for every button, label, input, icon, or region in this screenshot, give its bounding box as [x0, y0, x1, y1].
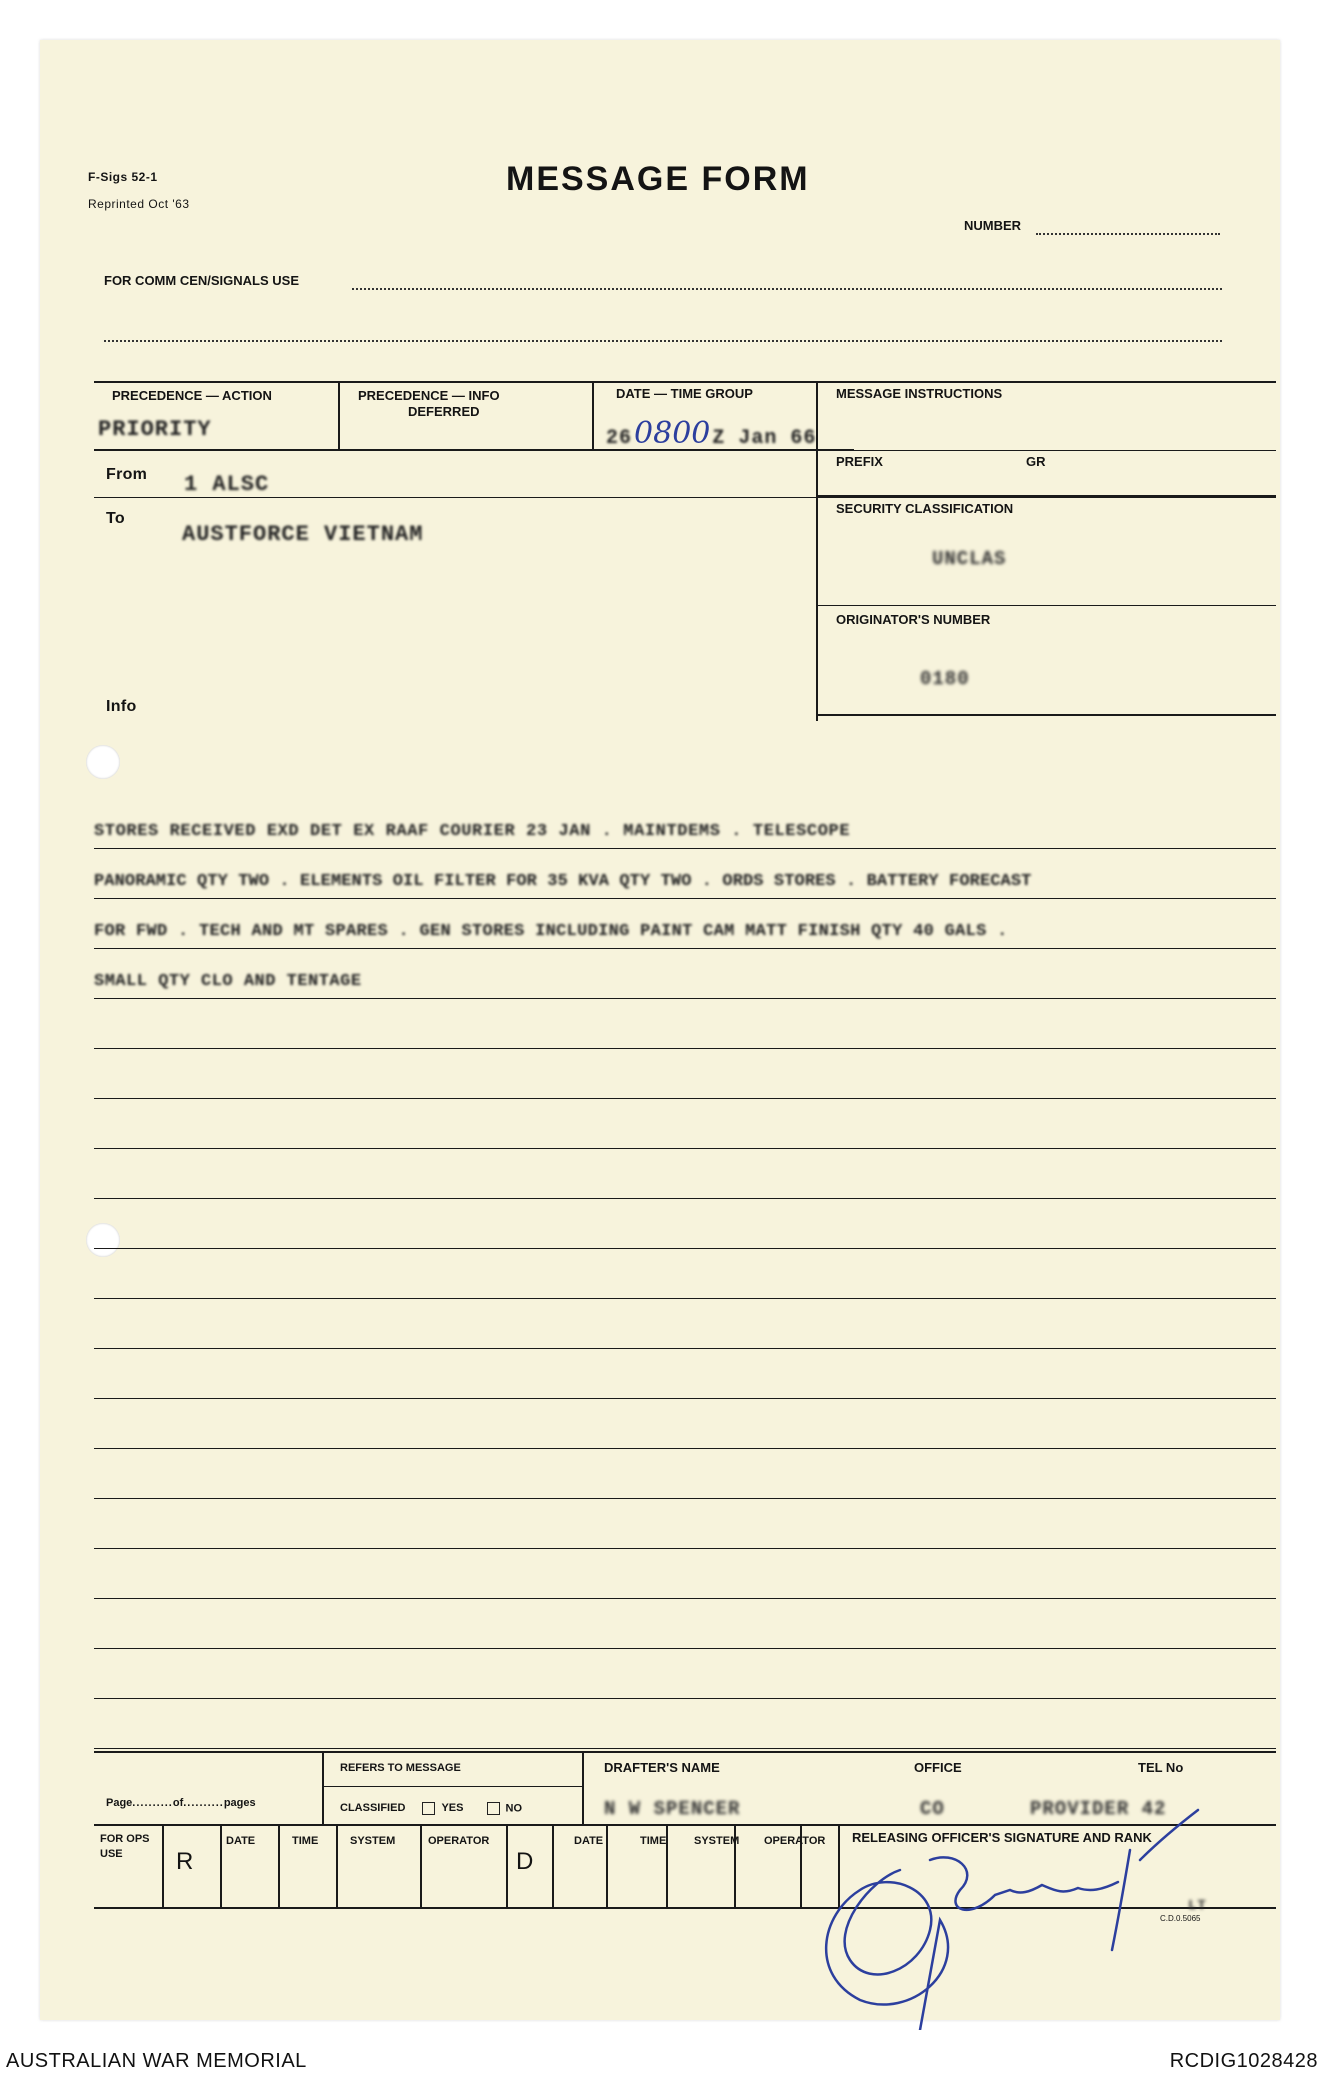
message-line-4: SMALL QTY CLO AND TENTAGE — [94, 972, 362, 991]
message-form-sheet — [40, 40, 1280, 2020]
drafter-label: DRAFTER'S NAME — [604, 1760, 720, 1775]
r-label: R — [176, 1848, 194, 1875]
security-value: UNCLAS — [932, 548, 1007, 570]
from-line — [94, 497, 816, 498]
message-line-1: STORES RECEIVED EXD DET EX RAAF COURIER 23 JAN . MAINTDEMS . TELESCOPE — [94, 822, 851, 841]
classified-yes-checkbox[interactable] — [422, 1802, 435, 1815]
d-label: D — [516, 1848, 534, 1875]
classified-row — [340, 1802, 522, 1815]
form-code: F-Sigs 52-1 — [88, 170, 158, 184]
ops-date-label-1: DATE — [226, 1835, 256, 1847]
grid-top-line — [94, 381, 1276, 383]
classified-label: CLASSIFIED — [340, 1802, 406, 1815]
precedence-action-value: PRIORITY — [98, 417, 212, 442]
to-value: AUSTFORCE VIETNAM — [182, 522, 424, 547]
ops-system-label-2: SYSTEM — [694, 1835, 740, 1847]
punch-hole-lower — [86, 1223, 120, 1257]
security-label: SECURITY CLASSIFICATION — [836, 501, 1014, 516]
to-label: To — [106, 510, 125, 527]
classified-no-checkbox[interactable] — [487, 1802, 500, 1815]
comm-cen-line-1 — [352, 288, 1222, 290]
dtg-value — [606, 416, 816, 451]
ops-system-label-1: SYSTEM — [350, 1835, 396, 1847]
number-label: NUMBER — [964, 218, 1022, 233]
punch-hole-upper — [86, 745, 120, 779]
dtg-handwritten: 0800 — [634, 416, 711, 451]
ops-use-label: FOR OPS USE — [100, 1833, 150, 1860]
gr-label: GR — [1026, 454, 1046, 469]
security-line — [818, 605, 1276, 606]
ops-div-7 — [552, 1824, 554, 1908]
dtg-label: DATE — TIME GROUP — [616, 386, 753, 401]
deferred-label: DEFERRED — [408, 404, 480, 419]
originator-bottom-line — [816, 714, 1276, 716]
signature-graphic — [780, 1800, 1260, 2030]
rank-value: LT — [1188, 1898, 1207, 1914]
office-value: CO — [920, 1798, 945, 1820]
ops-div-9 — [666, 1824, 668, 1908]
grid-divider-1 — [338, 381, 340, 451]
comm-cen-line-2 — [104, 340, 1222, 342]
office-label: OFFICE — [914, 1760, 962, 1775]
page-count: Page..........of..........pages — [106, 1797, 256, 1809]
prefix-line — [816, 495, 1276, 498]
message-line-2: PANORAMIC QTY TWO . ELEMENTS OIL FILTER FOR 35 KVA QTY TWO . ORDS STORES . BATTERY FORECAST — [94, 872, 1032, 891]
from-value: 1 ALSC — [184, 472, 270, 497]
of-label: of — [172, 1797, 184, 1809]
form-reprinted: Reprinted Oct '63 — [88, 197, 190, 211]
refers-line — [324, 1786, 582, 1787]
dtg-suffix: Z Jan 66 — [712, 427, 817, 450]
ops-time-label-2: TIME — [640, 1835, 667, 1847]
tel-value: PROVIDER 42 — [1030, 1798, 1167, 1820]
grid-divider-2 — [592, 381, 594, 451]
ops-div-1 — [162, 1824, 164, 1908]
dtg-prefix: 26 — [606, 427, 633, 450]
ops-div-2 — [220, 1824, 222, 1908]
ops-date-label-2: DATE — [574, 1835, 604, 1847]
print-code: C.D.0.5065 — [1160, 1914, 1201, 1923]
comm-cen-label: FOR COMM CEN/SIGNALS USE — [104, 273, 300, 288]
ops-time-label-1: TIME — [292, 1835, 319, 1847]
ops-div-5 — [420, 1824, 422, 1908]
number-line — [1036, 233, 1220, 235]
ops-operator-label-2: OPERATOR — [764, 1835, 826, 1847]
prefix-label: PREFIX — [836, 454, 883, 469]
message-instructions-label: MESSAGE INSTRUCTIONS — [836, 386, 1003, 401]
footer-divider-refers — [582, 1751, 584, 1825]
precedence-info-label: PRECEDENCE — INFO — [358, 388, 500, 403]
page-label: Page — [106, 1797, 133, 1809]
footer-divider-page — [322, 1751, 324, 1825]
ops-div-3 — [278, 1824, 280, 1908]
archive-left-caption: AUSTRALIAN WAR MEMORIAL — [6, 2050, 307, 2072]
ops-operator-label-1: OPERATOR — [428, 1835, 490, 1847]
releasing-label: RELEASING OFFICER'S SIGNATURE AND RANK — [852, 1830, 1152, 1845]
drafter-value: N W SPENCER — [604, 1798, 741, 1820]
archive-right-caption: RCDIG1028428 — [1169, 2050, 1318, 2072]
precedence-action-label: PRECEDENCE — ACTION — [112, 388, 272, 403]
originator-value: 0180 — [920, 668, 970, 690]
message-line-3: FOR FWD . TECH AND MT SPARES . GEN STORES INCLUDING PAINT CAM MATT FINISH QTY 40 GALS . — [94, 922, 1008, 941]
originator-label: ORIGINATOR'S NUMBER — [836, 612, 991, 627]
instructions-line — [818, 450, 1276, 451]
footer-top-line — [94, 1751, 1276, 1753]
ops-div-6 — [506, 1824, 508, 1908]
pages-label: pages — [223, 1797, 256, 1809]
from-label: From — [106, 466, 148, 483]
info-label: Info — [106, 698, 137, 715]
ops-div-4 — [336, 1824, 338, 1908]
ops-div-8 — [606, 1824, 608, 1908]
refers-label: REFERS TO MESSAGE — [340, 1762, 461, 1774]
classified-yes-label: YES — [441, 1802, 464, 1815]
classified-no-label: NO — [505, 1802, 523, 1815]
tel-label: TEL No — [1138, 1760, 1184, 1775]
form-title: MESSAGE FORM — [506, 160, 810, 198]
